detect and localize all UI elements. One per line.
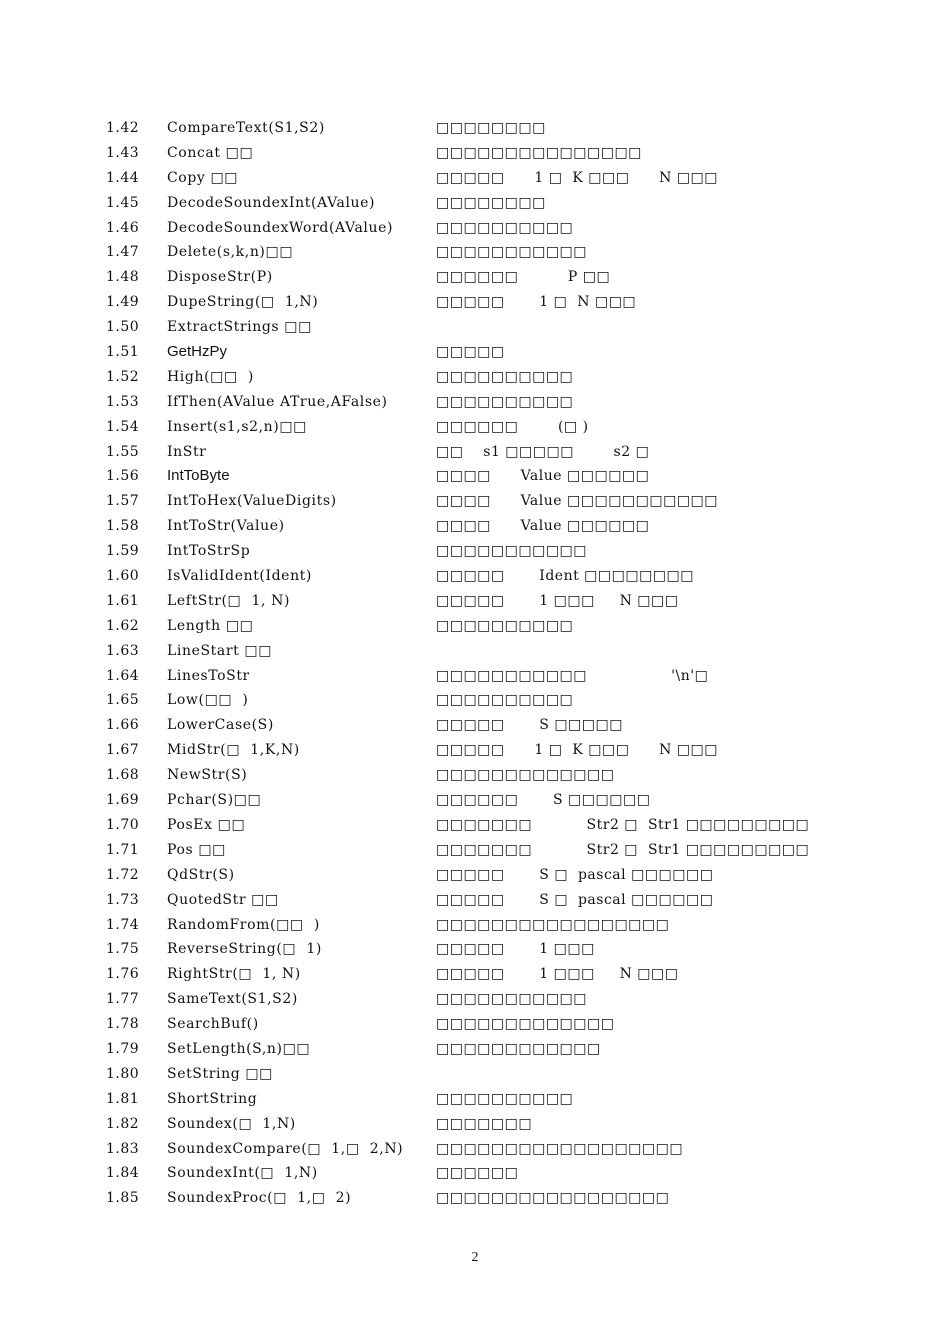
list-item: [0, 987, 950, 1012]
function-name: MidStr(□ 1,K,N): [167, 742, 300, 759]
entry-number: 1.60: [106, 568, 140, 585]
function-description: □□□□□□ S □□□□□□: [436, 792, 651, 809]
function-name: CompareText(S1,S2): [167, 120, 325, 136]
entry-number: 1.73: [106, 891, 140, 908]
function-name: Pchar(S)□□: [167, 792, 262, 809]
function-name: ReverseString(□ 1): [167, 941, 322, 958]
list-item: [0, 365, 950, 390]
function-name: SameText(S1,S2): [167, 991, 298, 1008]
entry-number: 1.58: [106, 518, 140, 535]
function-description: □□□□□ 1 □ K □□□ N □□□: [436, 169, 718, 186]
function-name: DisposeStr(P): [167, 269, 273, 286]
list-item: [0, 688, 950, 713]
function-name: SetString □□: [167, 1065, 273, 1082]
entry-number: 1.79: [106, 1040, 140, 1057]
list-item: [0, 539, 950, 564]
entry-number: 1.66: [106, 717, 140, 734]
list-item: [0, 415, 950, 440]
function-list: [0, 116, 950, 1211]
function-name: IntToHex(ValueDigits): [167, 493, 337, 510]
function-description: □□□□□□□ Str2 □ Str1 □□□□□□□□□: [436, 816, 810, 833]
function-name: ShortString: [167, 1090, 258, 1107]
entry-number: 1.76: [106, 966, 140, 983]
list-item: [0, 514, 950, 539]
list-item: [0, 614, 950, 639]
function-name: NewStr(S): [167, 767, 248, 784]
entry-number: 1.56: [106, 468, 140, 485]
list-item: [0, 464, 950, 489]
entry-number: 1.45: [106, 194, 140, 211]
function-description: □□□□ Value □□□□□□: [436, 518, 650, 535]
entry-number: 1.72: [106, 866, 140, 883]
list-item: [0, 913, 950, 938]
entry-number: 1.42: [106, 120, 140, 136]
function-description: □□□□□□□□□□: [436, 393, 574, 410]
list-item: [0, 937, 950, 962]
list-item: [0, 888, 950, 913]
function-name: LinesToStr: [167, 667, 250, 684]
function-description: □□□□□□□□□□: [436, 692, 574, 709]
function-name: LineStart □□: [167, 642, 273, 659]
function-description: □□□□□□□□□□□ '\n'□: [436, 667, 709, 684]
function-name: ExtractStrings □□: [167, 319, 312, 336]
list-item: [0, 1161, 950, 1186]
entry-number: 1.53: [106, 393, 140, 410]
function-description: □□□□□ 1 □ N □□□: [436, 294, 637, 311]
entry-number: 1.70: [106, 816, 140, 833]
list-item: [0, 1087, 950, 1112]
list-item: [0, 564, 950, 589]
function-description: □□□□□□□□□□□□: [436, 1040, 601, 1057]
entry-number: 1.59: [106, 543, 140, 560]
entry-number: 1.51: [106, 344, 140, 361]
entry-number: 1.50: [106, 319, 140, 336]
function-name: SoundexProc(□ 1,□ 2): [167, 1190, 352, 1207]
function-description: □□□□□□□□□□: [436, 368, 574, 385]
function-name: Pos □□: [167, 841, 226, 858]
list-item: [0, 116, 950, 141]
entry-number: 1.54: [106, 418, 140, 435]
entry-number: 1.69: [106, 792, 140, 809]
list-item: [0, 788, 950, 813]
list-item: [0, 589, 950, 614]
entry-number: 1.77: [106, 991, 140, 1008]
function-name: QdStr(S): [167, 866, 235, 883]
function-name: DupeString(□ 1,N): [167, 294, 319, 311]
function-name: Length □□: [167, 617, 254, 634]
entry-number: 1.62: [106, 617, 140, 634]
function-description: □□□□□ S □□□□□: [436, 717, 623, 734]
entry-number: 1.63: [106, 642, 140, 659]
function-name: IntToStr(Value): [167, 518, 285, 535]
list-item: [0, 340, 950, 365]
entry-number: 1.75: [106, 941, 140, 958]
function-name: RandomFrom(□□ ): [167, 916, 320, 933]
function-name: QuotedStr □□: [167, 891, 279, 908]
function-name: RightStr(□ 1, N): [167, 966, 301, 983]
list-item: [0, 1037, 950, 1062]
entry-number: 1.61: [106, 592, 140, 609]
list-item: [0, 738, 950, 763]
list-item: [0, 1062, 950, 1087]
entry-number: 1.48: [106, 269, 140, 286]
function-description: □□□□□□□□□□□: [436, 244, 588, 261]
function-name: LeftStr(□ 1, N): [167, 592, 291, 609]
function-description: □□□□□□□: [436, 1115, 533, 1132]
entry-number: 1.46: [106, 219, 140, 236]
function-description: □□□□ Value □□□□□□□□□□□: [436, 493, 719, 510]
function-name: SoundexCompare(□ 1,□ 2,N): [167, 1140, 404, 1157]
function-description: □□□□ Value □□□□□□: [436, 468, 650, 485]
function-description: □□□□□□: [436, 1165, 519, 1182]
function-name: IntToByte: [167, 467, 230, 485]
function-description: □□□□□□□ Str2 □ Str1 □□□□□□□□□: [436, 841, 810, 858]
function-description: □□□□□ S □ pascal □□□□□□: [436, 891, 714, 908]
list-item: [0, 390, 950, 415]
list-item: [0, 1186, 950, 1211]
entry-number: 1.64: [106, 667, 140, 684]
function-name: Insert(s1,s2,n)□□: [167, 418, 308, 435]
entry-number: 1.82: [106, 1115, 140, 1132]
function-description: □□□□□ 1 □ K □□□ N □□□: [436, 742, 718, 759]
entry-number: 1.80: [106, 1065, 140, 1082]
function-name: DecodeSoundexWord(AValue): [167, 219, 394, 236]
function-name: InStr: [167, 443, 207, 460]
entry-number: 1.67: [106, 742, 140, 759]
function-description: □□□□□□□□□□□□□□□□□: [436, 916, 670, 933]
function-description: □□□□□ S □ pascal □□□□□□: [436, 866, 714, 883]
function-name: GetHzPy: [167, 343, 228, 361]
list-item: [0, 191, 950, 216]
list-item: [0, 813, 950, 838]
entry-number: 1.57: [106, 493, 140, 510]
list-item: [0, 863, 950, 888]
entry-number: 1.55: [106, 443, 140, 460]
list-item: [0, 763, 950, 788]
function-description: □□□□□□□□: [436, 120, 546, 136]
list-item: [0, 838, 950, 863]
function-name: IfThen(AValue ATrue,AFalse): [167, 393, 388, 410]
function-name: Low(□□ ): [167, 692, 249, 709]
function-description: □□□□□□□□□□: [436, 1090, 574, 1107]
function-description: □□□□□ Ident □□□□□□□□: [436, 568, 694, 585]
entry-number: 1.47: [106, 244, 140, 261]
list-item: [0, 639, 950, 664]
list-item: [0, 265, 950, 290]
list-item: [0, 1112, 950, 1137]
list-item: [0, 1012, 950, 1037]
entry-number: 1.71: [106, 841, 140, 858]
list-item: [0, 290, 950, 315]
function-name: IsValidIdent(Ident): [167, 568, 312, 585]
list-item: [0, 440, 950, 465]
function-description: □□□□□□□□□□□□□□□□□: [436, 1190, 670, 1207]
function-name: SearchBuf(): [167, 1016, 259, 1033]
function-description: □□□□□□□□□□□: [436, 543, 588, 560]
list-item: [0, 166, 950, 191]
entry-number: 1.84: [106, 1165, 140, 1182]
function-description: □□□□□ 1 □□□ N □□□: [436, 966, 679, 983]
function-name: High(□□ ): [167, 368, 254, 385]
entry-number: 1.74: [106, 916, 140, 933]
entry-number: 1.78: [106, 1016, 140, 1033]
entry-number: 1.49: [106, 294, 140, 311]
function-description: □□□□□□□□□□□: [436, 991, 588, 1008]
function-description: □□□□□□□□□□□□□□□□□□: [436, 1140, 684, 1157]
entry-number: 1.85: [106, 1190, 140, 1207]
function-name: PosEx □□: [167, 816, 246, 833]
list-item: [0, 489, 950, 514]
function-description: □□□□□□□□□□□□□: [436, 1016, 615, 1033]
list-item: [0, 713, 950, 738]
function-description: □□□□□□□□□□: [436, 219, 574, 236]
function-description: □□□□□ 1 □□□ N □□□: [436, 592, 679, 609]
list-item: [0, 664, 950, 689]
entry-number: 1.52: [106, 368, 140, 385]
entry-number: 1.65: [106, 692, 140, 709]
entry-number: 1.83: [106, 1140, 140, 1157]
function-description: □□□□□□□□□□: [436, 617, 574, 634]
list-item: [0, 962, 950, 987]
function-description: □□□□□: [436, 344, 505, 361]
function-name: SetLength(S,n)□□: [167, 1040, 311, 1057]
function-description: □□□□□□□□□□□□□□□: [436, 144, 642, 161]
function-description: □□ s1 □□□□□ s2 □: [436, 443, 650, 460]
list-item: [0, 240, 950, 265]
function-name: Copy □□: [167, 169, 239, 186]
entry-number: 1.44: [106, 169, 140, 186]
function-name: IntToStrSp: [167, 543, 251, 560]
list-item: [0, 141, 950, 166]
page-number: 2: [471, 1250, 479, 1265]
function-name: DecodeSoundexInt(AValue): [167, 194, 376, 211]
function-name: Delete(s,k,n)□□: [167, 244, 294, 261]
function-description: □□□□□□□□: [436, 194, 546, 211]
list-item: [0, 216, 950, 241]
function-name: Concat □□: [167, 144, 254, 161]
function-name: SoundexInt(□ 1,N): [167, 1165, 318, 1182]
function-description: □□□□□ 1 □□□: [436, 941, 595, 958]
function-description: □□□□□□□□□□□□□: [436, 767, 615, 784]
function-name: LowerCase(S): [167, 717, 274, 734]
list-item: [0, 315, 950, 340]
entry-number: 1.81: [106, 1090, 140, 1107]
entry-number: 1.68: [106, 767, 140, 784]
entry-number: 1.43: [106, 144, 140, 161]
function-description: □□□□□□ (□ ): [436, 418, 589, 435]
function-name: Soundex(□ 1,N): [167, 1115, 296, 1132]
list-item: [0, 1137, 950, 1162]
function-description: □□□□□□ P □□: [436, 269, 611, 286]
